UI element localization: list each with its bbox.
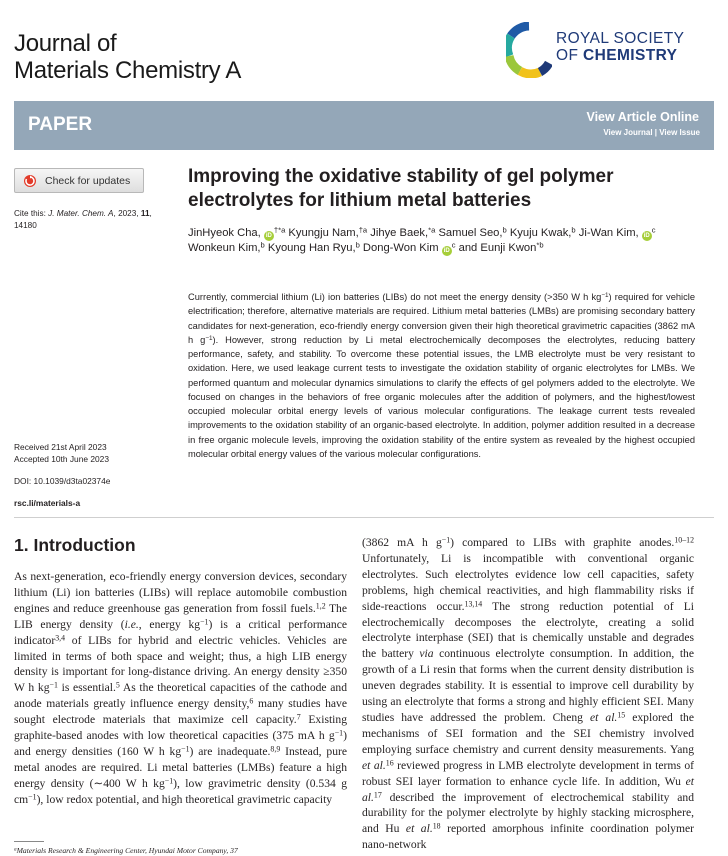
citation — [14, 208, 174, 232]
body-text-left-column: As next-generation, eco-friendly energy conversion devices, secondary lithium (Li) ion batteries (LIBs) will replace automobile combustion engines and reduce greenhouse gas generation from fossil fuels.$^{1,2}$ The LIB energy density (i.e., energy $kg^{-1}$) is a critical performance indicator$^{3,4}$ of LIBs for hybrid and electric vehicles. Vehicles are limited in terms of both space and weight; thus, a high LIB energy density is important for long-distance driving. An energy density ≥350 W h $kg^{-1}$ is essential.$^5$ As the theoretical capacities of the cathode and anode materials greatly influence energy density,$^6$ many studies have sought electrode materials that maximize cell capacity.$^7$ Existing graphite-based anodes with low theoretical capacities (375 mA h $g^{-1}$) and energy densities (160 W h $kg^{-1}$) are inadequate.$^{8,9}$ Instead, pure metal anodes are required. Li metal batteries (LMBs) feature a high energy density (∼400 W h $kg^{-1}$), low gravimetric density (0.534 g $cm^{-1}$), low redox potential, and high theoretical gravimetric capacity — [14, 570, 348, 806]
rsc-logo-icon — [506, 22, 552, 78]
body-text-right-column: (3862 mA h $g^{-1}$) compared to LIBs with graphite anodes.$^{10-12}$ Unfortunately, Li is incompatible with conventional organic electrolytes. Such electrolytes evidence low cell capacities, safety problems, high chemical reactivities, and high flammability risks if side-reactions occur.$^{13,14}$ The strong reduction potential of Li electrochemically decomposes the electrolyte, creating a solid electrolyte interphase (SEI) that is chemically unstable and degrades the battery via continuous electrolyte consumption. In addition, the growth of a Li resin that forms when the current density distribution is uneven degrades stability. It is essential to improve cell durability by using an electrolyte that forms a strong and highly efficient SEI. Many studies have addressed the problem. Cheng et al.$^{15}$ explored the mechanisms of SEI formation and the SEI chemistry involved employing surface chemistry and current density measurements. Yang et al.$^{16}$ reviewed progress in LMB electrolyte development in terms of robust SEI layer formation to enhance cycle life. In addition, Wu et al.$^{17}$ described the improvement of electrochemical stability and durability for the polymer electrolyte by highly stacking microsphere, and Hu et al.$^{18}$ reported amorphous infinite coordination polymer nano-network — [362, 535, 695, 852]
journal-title — [14, 30, 241, 84]
publisher-name-line2 — [556, 47, 684, 64]
author-affiliation-marker: b — [260, 240, 265, 250]
author-name[interactable]: Kyungju Nam, — [288, 227, 359, 239]
article-history — [14, 442, 174, 465]
author — [288, 227, 367, 239]
citation-prefix: Cite this: — [14, 209, 49, 218]
view-article-online-link[interactable]: View Article Online — [586, 110, 699, 124]
citation-pages: , 14180 — [14, 209, 152, 230]
publisher-logo[interactable] — [506, 18, 716, 82]
author-name[interactable]: Jihye Baek, — [370, 227, 429, 239]
author — [268, 242, 360, 254]
journal-title-line1: Journal of — [14, 30, 117, 57]
link-separator: | — [652, 128, 660, 137]
author-affiliation-marker: *a — [428, 225, 436, 235]
footnote-divider — [14, 841, 44, 842]
author-name[interactable]: JinHyeok Cha, — [188, 227, 261, 239]
check-for-updates-label: Check for updates — [45, 175, 131, 187]
orcid-icon[interactable]: iD — [643, 233, 650, 239]
accepted-date: Accepted 10th June 2023 — [14, 453, 109, 464]
article-title: Improving the oxidative stability of gel polymer electrolytes for lithium metal batteries — [188, 166, 614, 211]
author-affiliation-marker: b — [571, 225, 576, 235]
author-name[interactable]: Kyuju Kwak, — [509, 227, 572, 239]
author — [579, 227, 656, 239]
citation-year: , 2023, — [113, 209, 141, 218]
author — [438, 227, 506, 239]
author-affiliation-marker: c — [651, 225, 656, 235]
author-affiliation-marker: b — [355, 240, 360, 250]
author-name[interactable]: Dong-Won Kim — [362, 242, 439, 255]
author-name[interactable]: Ji-Wan Kim, — [578, 227, 639, 239]
citation-journal: J. Mater. Chem. A — [48, 209, 114, 218]
author — [188, 227, 285, 239]
citation-volume: 11 — [140, 209, 150, 218]
author-name[interactable]: Wonkeun Kim, — [188, 242, 261, 255]
author — [363, 242, 456, 254]
divider — [14, 517, 714, 518]
affiliation-footnote: $^a$Materials Research & Engineering Center, Hyundai Motor Company, 37 — [14, 846, 238, 855]
author-list — [188, 226, 678, 257]
author-name[interactable]: and Eunji Kwon — [458, 242, 537, 255]
view-issue-link[interactable]: View Issue — [659, 128, 700, 137]
author-affiliation-marker: b — [502, 225, 507, 235]
orcid-icon[interactable]: iD — [265, 233, 272, 239]
author-affiliation-marker: *b — [536, 240, 544, 250]
journal-short-link[interactable]: rsc.li/materials-a — [14, 498, 81, 508]
publisher-name-bold: CHEMISTRY — [583, 47, 678, 64]
author — [510, 227, 576, 239]
journal-title-line2: Materials Chemistry A — [14, 57, 242, 84]
view-journal-link[interactable]: View Journal — [603, 128, 653, 137]
publisher-name-prefix: OF — [556, 47, 584, 64]
author-name[interactable]: Kyoung Han Ryu, — [267, 242, 356, 255]
article-type-label: PAPER — [28, 114, 93, 135]
check-for-updates-button[interactable] — [14, 168, 144, 193]
orcid-icon[interactable]: iD — [443, 248, 450, 255]
author — [188, 242, 265, 254]
abstract: Currently, commercial lithium (Li) ion batteries (LIBs) do not meet the energy density (>350 W h $kg^{-1}$) required for vehicle electrification; therefore, alternative materials are required. Lithium metal batteries (LMBs) are promising secondary battery candidates for next-generation, eco-friendly energy conversion given their high theoretical gravimetric capacities (3862 mA h $g^{-1}$). However, strong reduction by Li metal electrochemically decomposes the electrolytes, reducing battery performance, safety, and stability. To overcome these potential issues, the LMB electrolyte must be very resistant to oxidation. Here, we used leakage current tests to investigate the oxidation stability of organic electrolytes for LMBs. We performed quantum and molecular dynamics simulations to clarify the effects of gel polymers added to the electrolyte. We focused on changes in the behaviors of free organic molecules after the addition of polymers, and the highest/lowest occupied molecular orbital energy levels of various molecular configurations. The leakage current tests revealed improvements to the oxidation stability of an organic-based electrolyte. In addition, polymer addition resulted in a decrease in free organic molecule levels, improving the oxidation stability of the entire system as revealed by the highest occupied molecular orbital energy values of the various molecular configurations. — [188, 292, 695, 459]
section-heading-introduction: 1. Introduction — [14, 535, 136, 555]
journal-links — [603, 128, 700, 137]
refresh-bookmark-icon — [22, 174, 38, 188]
author-name[interactable]: Samuel Seo, — [438, 227, 503, 239]
article-type-banner — [14, 101, 714, 150]
author-affiliation-marker: †a — [358, 225, 368, 235]
author-affiliation-marker: c — [451, 240, 456, 250]
author — [459, 242, 544, 254]
publisher-name-line1: ROYAL SOCIETY — [556, 30, 685, 47]
publisher-name — [556, 30, 684, 64]
author-affiliation-marker: †*a — [273, 225, 286, 235]
received-date: Received 21st April 2023 — [14, 442, 107, 452]
doi[interactable]: DOI: 10.1039/d3ta02374e — [14, 476, 111, 486]
author — [370, 227, 435, 239]
